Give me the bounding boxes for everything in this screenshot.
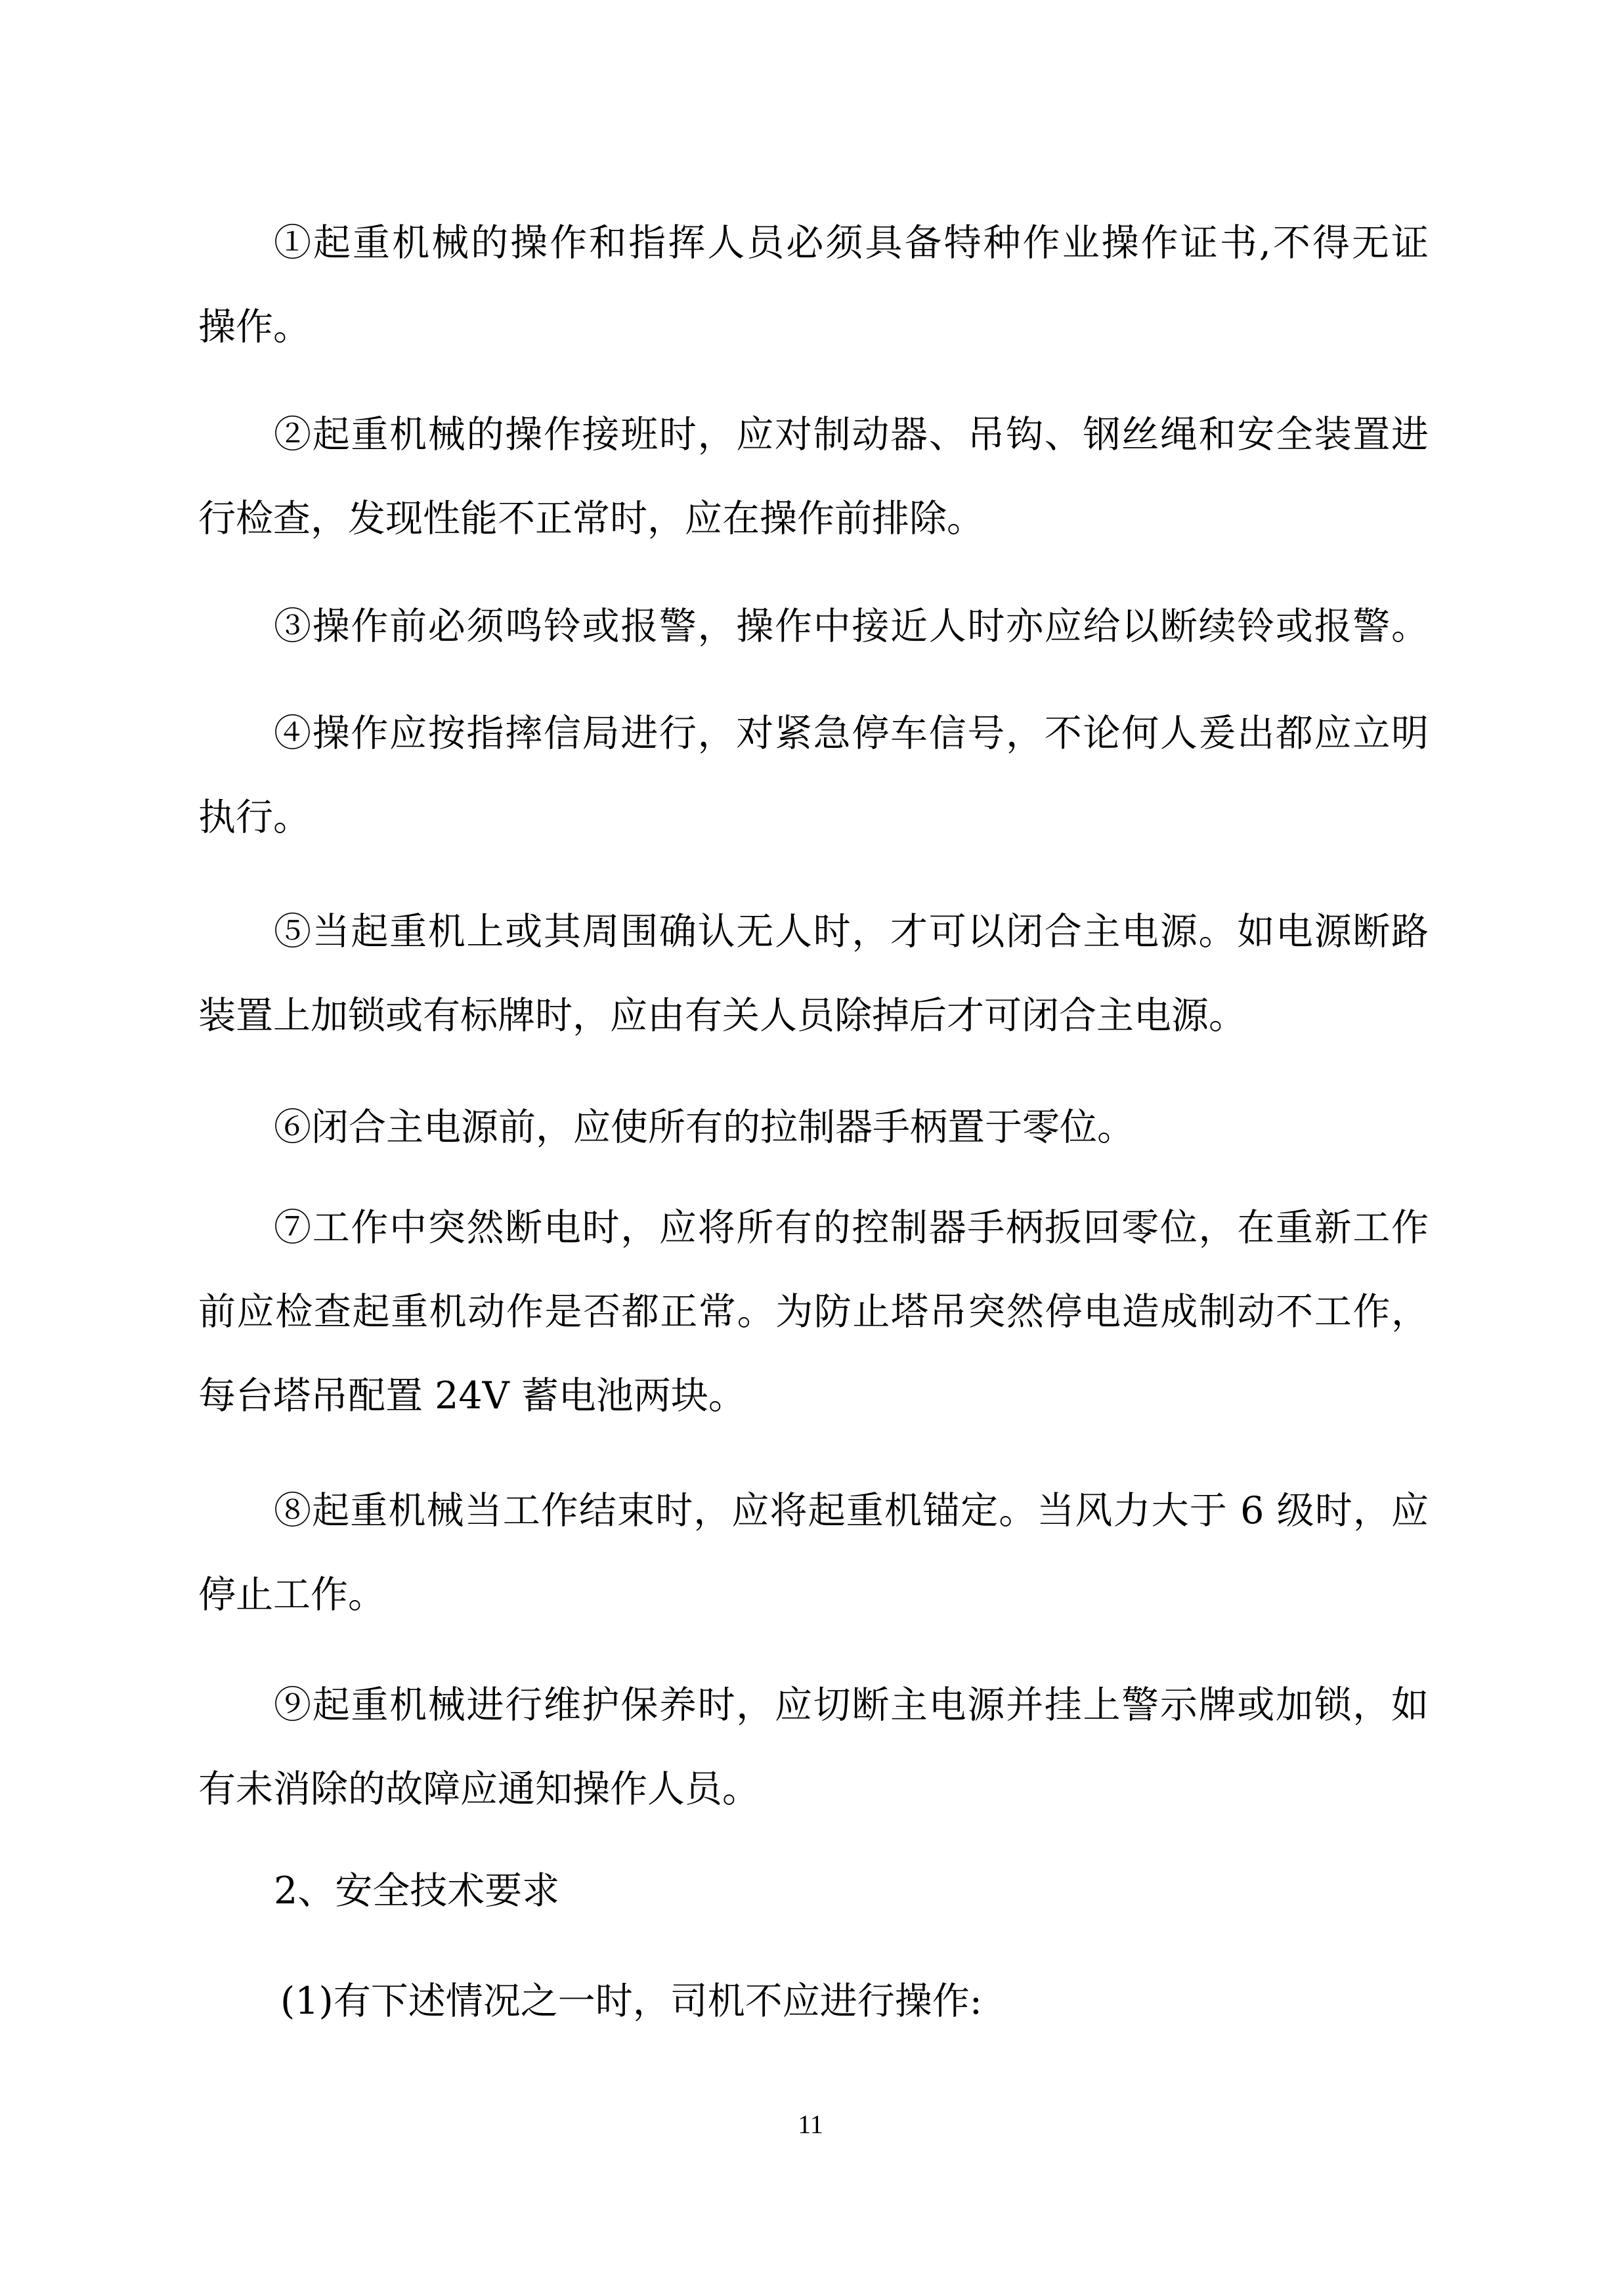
heading-text: 2、安全技术要求 [274,1869,560,1913]
text-line: ⑨起重机械进行维护保养时，应切断主电源并挂上警示牌或加锁，如 [274,1683,1429,1727]
subsection-item-1 [198,1959,1429,2043]
text-line: ③操作前必须鸣铃或报警，操作中接近人时亦应给以断续铃或报警。 [274,605,1429,648]
text-line: 执行。 [198,796,311,839]
text-line: ⑧起重机械当工作结束时，应将起重机锚定。当风力大于 6 级时，应 [274,1489,1429,1532]
paragraph-item-1 [198,201,1429,369]
paragraph-item-3 [198,584,1429,668]
paragraph-item-8 [198,1469,1429,1637]
page-number: 11 [798,2110,823,2139]
text-line: (1)有下述情况之一时，司机不应进行操作: [280,1980,982,2023]
paragraph-item-7 [198,1186,1429,1438]
section-heading [198,1849,1429,1933]
paragraph-item-9 [198,1663,1429,1831]
text-line: 每台塔吊配置 24V 蓄电池两块。 [198,1374,746,1418]
text-line: ②起重机械的操作接班时，应对制动器、吊钩、钢丝绳和安全装置进 [274,413,1429,456]
text-line: ⑥闭合主电源前，应使所有的拉制器手柄置于零位。 [274,1106,1135,1149]
text-line: ⑤当起重机上或其周围确认无人时，才可以闭合主电源。如电源断路 [274,910,1429,953]
paragraph-item-4 [198,691,1429,859]
text-line: 停止工作。 [198,1573,385,1616]
text-line: 操作。 [198,305,311,349]
text-line: ①起重机械的操作和指挥人员必须具备特种作业操作证书,不得无证 [274,221,1429,265]
text-line: 装置上加锁或有标牌时，应由有关人员除掉后才可闭合主电源。 [198,994,1246,1037]
text-line: 有未消除的故障应通知操作人员。 [198,1767,760,1811]
text-line: ④操作应按指摔信局进行，对紧急停车信号，不论何人爰出都应立明 [274,712,1429,755]
paragraph-item-2 [198,393,1429,561]
text-line: ⑦工作中突然断电时，应将所有的控制器手柄扳回零位，在重新工作 [274,1206,1429,1249]
paragraph-item-5 [198,890,1429,1058]
text-line: 前应检查起重机动作是否都正常。为防止塔吊突然停电造成制动不工作， [198,1290,1429,1333]
text-line: 行检查，发现性能不正常时，应在操作前排除。 [198,497,984,540]
paragraph-item-6 [198,1085,1429,1169]
